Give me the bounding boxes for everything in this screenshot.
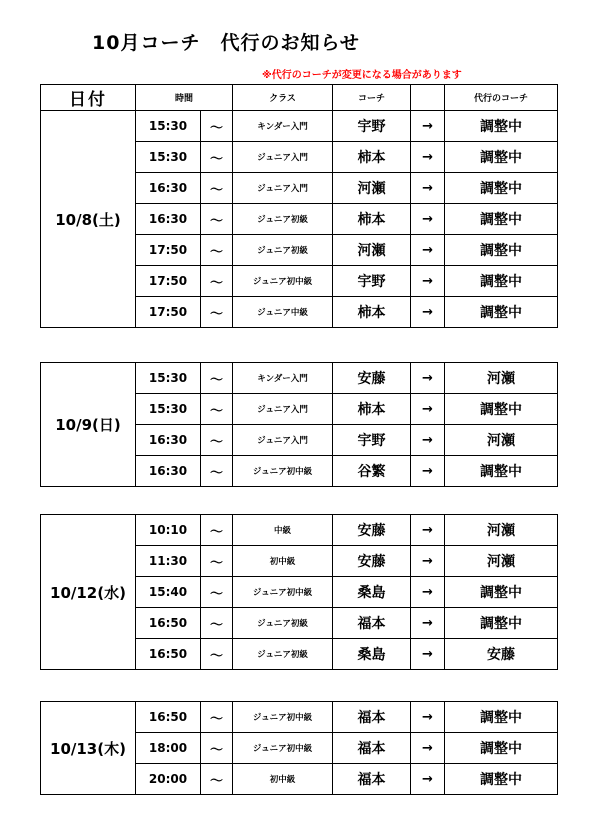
coach-cell: 谷繁 bbox=[333, 456, 411, 487]
header-class: クラス bbox=[233, 85, 333, 111]
substitute-cell: 河瀬 bbox=[445, 515, 558, 546]
class-cell: ジュニア入門 bbox=[233, 394, 333, 425]
tilde-cell: ～ bbox=[201, 297, 233, 328]
arrow-cell: → bbox=[411, 394, 445, 425]
header-time: 時間 bbox=[136, 85, 233, 111]
coach-cell: 福本 bbox=[333, 702, 411, 733]
time-cell: 15:30 bbox=[136, 394, 201, 425]
header-substitute: 代行のコーチ bbox=[445, 85, 558, 111]
substitute-cell: 調整中 bbox=[445, 394, 558, 425]
coach-cell: 柿本 bbox=[333, 204, 411, 235]
table-row bbox=[41, 363, 558, 394]
table-row bbox=[41, 702, 558, 733]
substitute-cell: 調整中 bbox=[445, 456, 558, 487]
arrow-cell: → bbox=[411, 363, 445, 394]
class-cell: 初中級 bbox=[233, 546, 333, 577]
time-cell: 16:50 bbox=[136, 702, 201, 733]
tilde-cell: ～ bbox=[201, 173, 233, 204]
coach-cell: 安藤 bbox=[333, 515, 411, 546]
substitute-cell: 調整中 bbox=[445, 173, 558, 204]
arrow-cell: → bbox=[411, 546, 445, 577]
header-arrow-blank bbox=[411, 85, 445, 111]
coach-cell: 福本 bbox=[333, 733, 411, 764]
time-cell: 15:30 bbox=[136, 142, 201, 173]
arrow-cell: → bbox=[411, 204, 445, 235]
time-cell: 17:50 bbox=[136, 235, 201, 266]
tilde-cell: ～ bbox=[201, 577, 233, 608]
arrow-cell: → bbox=[411, 425, 445, 456]
table-row bbox=[41, 515, 558, 546]
substitute-cell: 調整中 bbox=[445, 266, 558, 297]
class-cell: ジュニア入門 bbox=[233, 142, 333, 173]
substitute-cell: 調整中 bbox=[445, 577, 558, 608]
header-row bbox=[41, 85, 558, 111]
coach-cell: 宇野 bbox=[333, 111, 411, 142]
tilde-cell: ～ bbox=[201, 546, 233, 577]
coach-cell: 桑島 bbox=[333, 639, 411, 670]
schedule-table bbox=[40, 514, 558, 670]
tilde-cell: ～ bbox=[201, 142, 233, 173]
substitute-cell: 河瀬 bbox=[445, 425, 558, 456]
arrow-cell: → bbox=[411, 266, 445, 297]
time-cell: 16:30 bbox=[136, 425, 201, 456]
class-cell: ジュニア初級 bbox=[233, 608, 333, 639]
coach-cell: 福本 bbox=[333, 608, 411, 639]
coach-cell: 宇野 bbox=[333, 425, 411, 456]
coach-cell: 河瀬 bbox=[333, 173, 411, 204]
class-cell: ジュニア初中級 bbox=[233, 456, 333, 487]
arrow-cell: → bbox=[411, 577, 445, 608]
time-cell: 16:50 bbox=[136, 608, 201, 639]
tilde-cell: ～ bbox=[201, 235, 233, 266]
class-cell: キンダー入門 bbox=[233, 363, 333, 394]
tilde-cell: ～ bbox=[201, 702, 233, 733]
time-cell: 15:30 bbox=[136, 363, 201, 394]
coach-cell: 安藤 bbox=[333, 363, 411, 394]
coach-cell: 柿本 bbox=[333, 297, 411, 328]
class-cell: ジュニア中級 bbox=[233, 297, 333, 328]
coach-cell: 福本 bbox=[333, 764, 411, 795]
substitute-cell: 安藤 bbox=[445, 639, 558, 670]
arrow-cell: → bbox=[411, 235, 445, 266]
time-cell: 11:30 bbox=[136, 546, 201, 577]
time-cell: 16:50 bbox=[136, 639, 201, 670]
substitute-cell: 調整中 bbox=[445, 204, 558, 235]
header-date: 日付 bbox=[41, 85, 136, 111]
tilde-cell: ～ bbox=[201, 608, 233, 639]
class-cell: ジュニア初級 bbox=[233, 235, 333, 266]
arrow-cell: → bbox=[411, 456, 445, 487]
schedule-table bbox=[40, 84, 558, 328]
tilde-cell: ～ bbox=[201, 363, 233, 394]
substitute-cell: 調整中 bbox=[445, 733, 558, 764]
substitute-cell: 河瀬 bbox=[445, 546, 558, 577]
time-cell: 20:00 bbox=[136, 764, 201, 795]
tilde-cell: ～ bbox=[201, 394, 233, 425]
schedule-table bbox=[40, 362, 558, 487]
page-title: 10月コーチ 代行のお知らせ bbox=[92, 32, 360, 54]
time-cell: 17:50 bbox=[136, 297, 201, 328]
substitute-cell: 調整中 bbox=[445, 608, 558, 639]
class-cell: ジュニア入門 bbox=[233, 173, 333, 204]
class-cell: ジュニア初級 bbox=[233, 639, 333, 670]
coach-cell: 桑島 bbox=[333, 577, 411, 608]
arrow-cell: → bbox=[411, 297, 445, 328]
arrow-cell: → bbox=[411, 764, 445, 795]
class-cell: ジュニア初中級 bbox=[233, 733, 333, 764]
class-cell: ジュニア初中級 bbox=[233, 266, 333, 297]
tilde-cell: ～ bbox=[201, 204, 233, 235]
date-cell: 10/12(水) bbox=[41, 515, 136, 670]
tilde-cell: ～ bbox=[201, 639, 233, 670]
arrow-cell: → bbox=[411, 733, 445, 764]
time-cell: 15:40 bbox=[136, 577, 201, 608]
table-row bbox=[41, 111, 558, 142]
date-cell: 10/8(土) bbox=[41, 111, 136, 328]
header-coach: コーチ bbox=[333, 85, 411, 111]
tilde-cell: ～ bbox=[201, 764, 233, 795]
time-cell: 18:00 bbox=[136, 733, 201, 764]
time-cell: 17:50 bbox=[136, 266, 201, 297]
arrow-cell: → bbox=[411, 173, 445, 204]
time-cell: 16:30 bbox=[136, 173, 201, 204]
date-cell: 10/13(木) bbox=[41, 702, 136, 795]
time-cell: 10:10 bbox=[136, 515, 201, 546]
substitute-cell: 調整中 bbox=[445, 764, 558, 795]
substitute-cell: 調整中 bbox=[445, 142, 558, 173]
arrow-cell: → bbox=[411, 142, 445, 173]
arrow-cell: → bbox=[411, 608, 445, 639]
class-cell: キンダー入門 bbox=[233, 111, 333, 142]
schedule-table bbox=[40, 701, 558, 795]
tilde-cell: ～ bbox=[201, 456, 233, 487]
substitute-cell: 調整中 bbox=[445, 235, 558, 266]
coach-cell: 宇野 bbox=[333, 266, 411, 297]
tilde-cell: ～ bbox=[201, 733, 233, 764]
substitute-cell: 調整中 bbox=[445, 111, 558, 142]
class-cell: ジュニア初中級 bbox=[233, 702, 333, 733]
time-cell: 16:30 bbox=[136, 204, 201, 235]
class-cell: ジュニア初中級 bbox=[233, 577, 333, 608]
arrow-cell: → bbox=[411, 111, 445, 142]
tilde-cell: ～ bbox=[201, 425, 233, 456]
class-cell: ジュニア入門 bbox=[233, 425, 333, 456]
tilde-cell: ～ bbox=[201, 515, 233, 546]
arrow-cell: → bbox=[411, 515, 445, 546]
date-cell: 10/9(日) bbox=[41, 363, 136, 487]
coach-cell: 河瀬 bbox=[333, 235, 411, 266]
class-cell: 初中級 bbox=[233, 764, 333, 795]
coach-cell: 柿本 bbox=[333, 394, 411, 425]
change-notice: ※代行のコーチが変更になる場合があります bbox=[262, 70, 462, 81]
arrow-cell: → bbox=[411, 639, 445, 670]
coach-cell: 柿本 bbox=[333, 142, 411, 173]
tilde-cell: ～ bbox=[201, 111, 233, 142]
tilde-cell: ～ bbox=[201, 266, 233, 297]
time-cell: 15:30 bbox=[136, 111, 201, 142]
substitute-cell: 河瀬 bbox=[445, 363, 558, 394]
class-cell: 中級 bbox=[233, 515, 333, 546]
substitute-cell: 調整中 bbox=[445, 702, 558, 733]
coach-cell: 安藤 bbox=[333, 546, 411, 577]
substitute-cell: 調整中 bbox=[445, 297, 558, 328]
time-cell: 16:30 bbox=[136, 456, 201, 487]
arrow-cell: → bbox=[411, 702, 445, 733]
class-cell: ジュニア初級 bbox=[233, 204, 333, 235]
